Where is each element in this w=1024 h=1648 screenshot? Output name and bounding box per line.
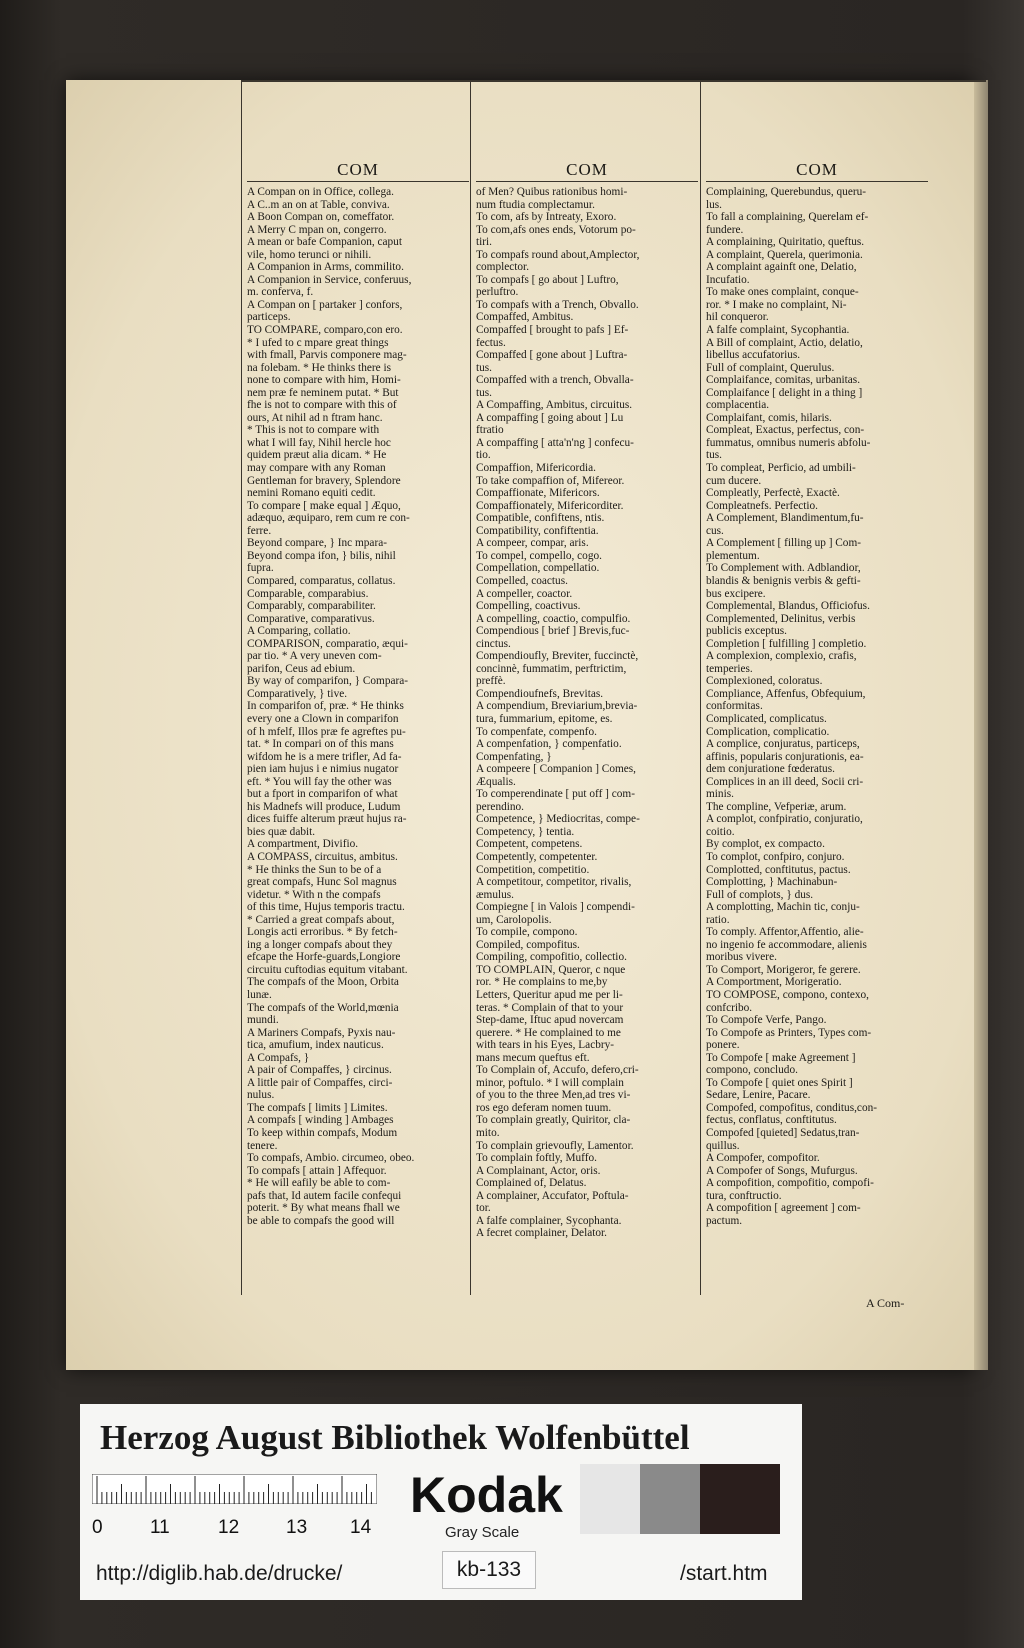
entry-line: A compofition [ agreement ] com- [706,1202,861,1215]
entry-line: ing a longer compafs about they [247,938,393,951]
entry-line: Competency, } tentia. [476,825,575,838]
entry-line: Complemental, Blandus, Officiofus. [706,600,870,613]
ruler-numbers [88,1517,378,1541]
entry-line: of this time, Hujus temporis tractu. [247,901,405,914]
entry-line: Compaffed, Ambitus. [476,311,574,324]
entry-line: Full of complots, } dus. [706,888,814,901]
entry-line: COMPARISON, comparatio, æqui- [247,637,408,650]
entry-line: Beyond compare, } Inc mpara- [247,537,387,550]
entry-line: nem præ fe neminem putat. * But [247,386,399,399]
entry-line: Compared, comparatus, collatus. [247,574,396,587]
entry-line: Compaffed [ gone about ] Luftra- [476,349,628,362]
entry-line: fectus, conflatus, conftitutus. [706,1114,837,1127]
entry-line: teras. * Complain of that to your [476,1001,624,1014]
entry-line: videtur. * With n the compafs [247,888,381,901]
entry-line: perluftro. [476,286,519,299]
entry-line: parifon, Ceus ad ebium. [247,662,356,675]
entry-line: Competition, competitio. [476,863,590,876]
entry-line: querere. * He complained to me [476,1026,621,1039]
entry-line: vile, homo terunci or nihili. [247,248,372,261]
entry-line: cum ducere. [706,474,762,487]
entry-line: concinnè, fummatim, perftrictim, [476,662,627,675]
entry-line: Complicated, complicatus. [706,712,827,725]
entry-line: A pair of Compaffes, } circinus. [247,1064,392,1077]
entry-line: A compeer, compar, aris. [476,537,589,550]
entry-line: * He thinks the Sun to be of a [247,863,382,876]
entry-line: pactum. [706,1214,743,1227]
entry-line: To com, afs by Intreaty, Exoro. [476,211,617,224]
entry-line: A Boon Compan on, comeffator. [247,211,395,224]
entry-line: tura, fummarium, epitome, es. [476,712,613,725]
entry-line: Compliance, Affenfus, Obfequium, [706,687,866,700]
entry-line: * Carried a great compafs about, [247,913,395,926]
column-header: COM [247,157,469,182]
entry-line: Compleat, Exactus, perfectus, con- [706,424,865,437]
entry-line: Competence, } Mediocritas, compe- [476,813,640,826]
entry-line: Step-dame, Iftuc apud novercam [476,1014,624,1027]
column-body [706,186,928,1227]
entry-line: Compleatnefs. Perfectio. [706,499,818,512]
entry-line: The compline, Vefperiæ, arum. [706,800,847,813]
entry-line: complacentia. [706,399,770,412]
entry-line: mito. [476,1127,500,1140]
entry-line: A complotting, Machin tic, conju- [706,901,860,914]
entry-line: A COMPASS, circuitus, ambitus. [247,850,398,863]
entry-line: ror. * I make no complaint, Ni- [706,298,847,311]
entry-line: complector. [476,261,530,274]
entry-line: Complaifance [ delight in a thing ] [706,386,863,399]
entry-line: great compafs, Hunc Sol magnus [247,876,397,889]
entry-line: every one a Clown in comparifon [247,712,399,725]
entry-line: A falfe complaint, Sycophantia. [706,324,850,337]
entry-line: compono, concludo. [706,1064,798,1077]
entry-line: poterit. * By what means fhall we [247,1202,400,1215]
entry-line: TO COMPLAIN, Queror, c nque [476,963,626,976]
dictionary-column-2 [476,157,698,1362]
entry-line: Compaffed with a trench, Obvalla- [476,374,634,387]
entry-line: A Mariners Compafs, Pyxis nau- [247,1026,396,1039]
entry-line: To take compaffion of, Mifereor. [476,474,625,487]
entry-line: fundere. [706,223,744,236]
entry-line: m. conferva, f. [247,286,314,299]
entry-line: num ftudia complectamur. [476,198,595,211]
entry-line: ftratio [476,424,504,437]
entry-line: pien iam hujus i e nimius nugator [247,763,399,776]
entry-line: Complaifance, comitas, urbanitas. [706,374,861,387]
entry-line: Compatible, confiftens, ntis. [476,512,605,525]
entry-line: Complaining, Querebundus, queru- [706,186,867,198]
entry-line: To make ones complaint, conque- [706,286,859,299]
entry-line: Letters, Queritur apud me per li- [476,989,623,1001]
entry-line: quidem præut alia dicam. * He [247,449,387,462]
entry-line: A complaining, Quiritatio, queftus. [706,236,865,249]
entry-line: A compartment, Divifio. [247,838,359,851]
entry-line: By complot, ex compacto. [706,838,825,851]
entry-line: Complained of, Delatus. [476,1177,587,1190]
entry-line: pafs that, Id autem facile confequi [247,1189,402,1202]
entry-line: A Compaffing, Ambitus, circuitus. [476,399,633,412]
entry-line: perendino. [476,800,524,813]
column-rule-2 [700,80,701,1295]
entry-line: Compiegne [ in Valois ] compendi- [476,901,635,914]
grayscale-label: Gray Scale [445,1524,520,1541]
column-rule-1 [470,80,471,1295]
entry-line: fupra. [247,562,274,575]
entry-line: A Compofer, compofitor. [706,1152,820,1165]
entry-line: To compafs with a Trench, Obvallo. [476,298,639,311]
entry-line: To compafs round about,Amplector, [476,248,640,261]
entry-line: of Men? Quibus rationibus homi- [476,186,628,198]
entry-line: To compenfate, compenfo. [476,725,597,738]
entry-line: The compafs [ limits ] Limites. [247,1101,388,1114]
entry-line: TO COMPARE, comparo,con ero. [247,324,403,337]
entry-line: A complice, conjuratus, particeps, [706,738,860,751]
entry-line: To compleat, Perficio, ad umbili- [706,462,856,475]
entry-line: hil conqueror. [706,311,769,324]
entry-line: Compofed, compofitus, conditus,con- [706,1101,877,1114]
entry-line: A compaffing [ going about ] Lu [476,411,624,424]
entry-line: A compelling, coactio, compulfio. [476,612,631,625]
entry-line: minis. [706,788,734,801]
entry-line: Compaffion, Mifericordia. [476,462,596,475]
entry-line: A compeere [ Companion ] Comes, [476,763,637,776]
entry-line: æmulus. [476,888,514,901]
entry-line: tus. [706,449,723,462]
column-header: COM [706,157,928,182]
entry-line: tura, conftructio. [706,1189,782,1202]
entry-line: A complaint, Querela, querimonia. [706,248,863,261]
entry-line: TO COMPOSE, compono, contexo, [706,989,869,1001]
entry-line: plementum. [706,549,760,562]
entry-line: To complot, confpiro, conjuro. [706,850,845,863]
entry-line: A Compafs, } [247,1051,310,1064]
entry-line: A compendium, Breviarium,brevia- [476,700,638,713]
entry-line: tat. * In compari on of this mans [247,738,394,751]
entry-line: A little pair of Compaffes, circi- [247,1076,393,1089]
entry-line: A Comparing, collatio. [247,625,351,638]
entry-line: circuitu cuftodias equitum vitabant. [247,963,408,976]
entry-line: A complaint againft one, Delatio, [706,261,857,274]
entry-line: ros ego deferam nomen tuum. [476,1101,612,1114]
entry-line: Full of complaint, Querulus. [706,361,835,374]
entry-line: Competently, competenter. [476,850,598,863]
entry-line: Compiling, compofitio, collectio. [476,951,627,964]
entry-line: fummatus, omnibus numeris abfolu- [706,436,871,449]
library-title: Herzog August Bibliothek Wolfenbüttel [100,1418,690,1457]
entry-line: To compel, compello, cogo. [476,549,602,562]
dictionary-column-1 [247,157,469,1362]
entry-line: quillus. [706,1139,740,1152]
entry-line: To compare [ make equal ] Æquo, [247,499,401,512]
entry-line: cinctus. [476,637,511,650]
entry-line: Compiled, compofitus. [476,938,580,951]
entry-line: publicis exceptus. [706,625,787,638]
entry-line: A Compan on in Office, collega. [247,186,394,198]
entry-line: no ingenio fe accommodare, alienis [706,938,867,951]
entry-line: A complainer, Accufator, Poftula- [476,1189,629,1202]
entry-line: A fecret complainer, Delator. [476,1227,607,1240]
entry-line: A Merry C mpan on, congerro. [247,223,387,236]
entry-line: mundi. [247,1014,279,1027]
entry-line: * This is not to compare with [247,424,380,437]
entry-line: Compaffed [ brought to pafs ] Ef- [476,324,629,337]
entry-line: Beyond compa ifon, } bilis, nihil [247,549,396,562]
entry-line: In comparifon of, præ. * He thinks [247,700,404,713]
entry-line: Complotting, } Machinabun- [706,876,838,889]
entry-line: tio. [476,449,491,462]
entry-line: Compleatly, Perfectè, Exactè. [706,487,840,500]
target-card [80,1404,802,1600]
entry-line: * I ufed to c mpare great things [247,336,389,349]
entry-line: lus. [706,198,723,211]
entry-line: By way of comparifon, } Compara- [247,675,409,688]
entry-line: bies quæ dabit. [247,825,316,838]
shelfmark-code: kb-133 [442,1551,536,1589]
entry-line: adæquo, æquiparo, rem cum re con- [247,512,410,525]
entry-line: but a fport in comparifon of what [247,788,398,801]
entry-line: To compafs, Ambio. circumeo, obeo. [247,1152,415,1165]
catchword: A Com- [866,1296,905,1310]
entry-line: with fmall, Parvis componere mag- [247,349,407,362]
entry-line: To Compofe [ quiet ones Spirit ] [706,1076,853,1089]
entry-line: To Comport, Morigeror, fe gerere. [706,963,861,976]
entry-line: Compaffionate, Mifericors. [476,487,600,500]
entry-line: A complot, confpiratio, conjuratio, [706,813,863,826]
entry-line: his Madnefs will produce, Ludum [247,800,401,813]
entry-line: Compellation, compellatio. [476,562,600,575]
entry-line: Completion [ fulfilling ] completio. [706,637,867,650]
entry-line: Complication, complicatio. [706,725,830,738]
entry-line: may compare with any Roman [247,462,386,475]
ruler-number: 12 [218,1517,240,1538]
entry-line: tus. [476,361,493,374]
entry-line: lunæ. [247,989,272,1001]
entry-line: nulus. [247,1089,275,1102]
entry-line: efcape the Horfe-guards,Longiore [247,951,401,964]
entry-line: To Compofe [ make Agreement ] [706,1051,856,1064]
column-header: COM [476,157,698,182]
ruler-number: 0 [92,1517,103,1538]
gray-patch-light [580,1464,640,1534]
source-url: http://diglib.hab.de/drucke/ [96,1562,343,1585]
entry-line: dices fuiffe alterum præut hujus ra- [247,813,407,826]
entry-line: A competitour, competitor, rivalis, [476,876,632,889]
entry-line: Complemented, Delinitus, verbis [706,612,856,625]
entry-line: To Compofe as Printers, Types com- [706,1026,872,1039]
entry-line: Sedare, Lenire, Pacare. [706,1089,811,1102]
entry-line: A compafs [ winding ] Ambages [247,1114,394,1127]
entry-line: tenere. [247,1139,278,1152]
entry-line: To com,afs ones ends, Votorum po- [476,223,636,236]
entry-line: Æqualis. [476,775,516,788]
entry-line: The compafs of the Moon, Orbita [247,976,399,989]
entry-line: A compofition, compofitio, compofi- [706,1177,874,1190]
column-body [247,186,469,1227]
entry-line: A Compan on [ partaker ] confors, [247,298,403,311]
entry-line: Compendioufnefs, Brevitas. [476,687,604,700]
entry-line: Complaifant, comis, hilaris. [706,411,832,424]
entry-line: Compaffionately, Mifericorditer. [476,499,624,512]
entry-line: affinis, popularis conjurationis, ea- [706,750,864,763]
kodak-logo: Kodak [410,1467,563,1523]
ruler-number: 11 [150,1517,170,1538]
entry-line: Longis acti erroribus. * By fetch- [247,926,398,939]
entry-line: To compile, compono. [476,926,578,939]
entry-line: A compenfation, } compenfatio. [476,738,622,751]
entry-line: Comparative, comparativus. [247,612,375,625]
entry-line: what I will fay, Nihil hercle hoc [247,436,391,449]
entry-line: Incufatio. [706,273,750,286]
entry-line: To Compofe Verfe, Pango. [706,1014,827,1027]
entry-line: coitio. [706,825,735,838]
entry-line: ours, At nihil ad n ftram hanc. [247,411,383,424]
entry-line: A Companion in Service, conferuus, [247,273,412,286]
entry-line: A Comportment, Morigeratio. [706,976,842,989]
entry-line: be able to compafs the good will [247,1214,395,1227]
ruler-scale [92,1474,377,1504]
entry-line: Compendious [ brief ] Brevis,fuc- [476,625,630,638]
entry-line: Complices in an ill deed, Socii cri- [706,775,864,788]
entry-line: To complain foftly, Muffo. [476,1152,597,1165]
entry-line: Compelled, coactus. [476,574,568,587]
entry-line: cus. [706,524,724,537]
entry-line: moribus vivere. [706,951,777,964]
entry-line: Compendioufly, Breviter, fuccinctè, [476,650,639,663]
entry-line: with tears in his Eyes, Lacbry- [476,1039,615,1052]
entry-line: A Complement, Blandimentum,fu- [706,512,864,525]
entry-line: To compafs [ attain ] Affequor. [247,1164,387,1177]
column-body [476,186,698,1240]
entry-line: tiri. [476,236,493,249]
dictionary-column-3 [706,157,928,1362]
entry-line: conformitas. [706,700,763,713]
entry-line: Compelling, coactivus. [476,600,581,613]
entry-line: A Compofer of Songs, Mufurgus. [706,1164,858,1177]
entry-line: ratio. [706,913,730,926]
entry-line: wifdom he is a mere trifler, Ad fa- [247,750,402,763]
entry-line: Complexioned, coloratus. [706,675,823,688]
entry-line: To compafs [ go about ] Luftro, [476,273,619,286]
entry-line: To comply. Affentor,Affentio, alie- [706,926,864,939]
entry-line: Comparable, comparabius. [247,587,369,600]
entry-line: um, Carolopolis. [476,913,552,926]
entry-line: To fall a complaining, Querelam ef- [706,211,869,224]
entry-line: The compafs of the World,mœnia [247,1001,399,1014]
entry-line: A compeller, coactor. [476,587,573,600]
entry-line: Comparably, comparabiliter. [247,600,376,613]
entry-line: Compofed [quieted] Sedatus,tran- [706,1127,860,1140]
entry-line: eft. * You will fay the other was [247,775,392,788]
entry-line: of you to the three Men,ad tres vi- [476,1089,631,1102]
entry-line: To Complement with. Adblandior, [706,562,861,575]
entry-line: Complotted, conftitutus, pactus. [706,863,851,876]
entry-line: To complain grievoufly, Lamentor. [476,1139,634,1152]
entry-line: of h mfelf, Illos præ fe agreftes pu- [247,725,406,738]
entry-line: confcribo. [706,1001,753,1014]
ruler-number: 14 [350,1517,372,1538]
entry-line: fectus. [476,336,506,349]
gray-patch-mid [640,1464,700,1534]
entry-line: ferre. [247,524,272,537]
entry-line: dem conjuratione fœderatus. [706,763,835,776]
entry-line: ponere. [706,1039,740,1052]
entry-line: A Complainant, Actor, oris. [476,1164,601,1177]
entry-line: ror. * He complains to me,by [476,976,608,989]
entry-line: tus. [476,386,493,399]
entry-line: A mean or bafe Companion, caput [247,236,402,249]
entry-line: Competent, competens. [476,838,583,851]
entry-line: A Bill of complaint, Actio, delatio, [706,336,863,349]
gray-patch-dark [700,1464,780,1534]
column-rule-left [241,80,242,1295]
entry-line: To keep within compafs, Modum [247,1127,398,1140]
entry-line: temperies. [706,662,753,675]
entry-line: particeps. [247,311,291,324]
entry-line: To complain greatly, Quiritor, cla- [476,1114,631,1127]
entry-line: A Complement [ filling up ] Com- [706,537,862,550]
entry-line: bus excipere. [706,587,766,600]
entry-line: mans mecum queftus eft. [476,1051,590,1064]
entry-line: To comperendinate [ put off ] com- [476,788,635,801]
entry-line: preffè. [476,675,506,688]
entry-line: minor, poftulo. * I will complain [476,1076,624,1089]
entry-line: tica, amufium, index nauticus. [247,1039,384,1052]
entry-line: Compatibility, confiftentia. [476,524,599,537]
entry-line: A compaffing [ atta'n'ng ] confecu- [476,436,634,449]
entry-line: A falfe complainer, Sycophanta. [476,1214,622,1227]
entry-line: fhe is not to compare with this of [247,399,397,412]
entry-line: tor. [476,1202,491,1215]
ruler-number: 13 [286,1517,308,1538]
entry-line: nemini Romano equiti cedit. [247,487,376,500]
url-suffix: /start.htm [680,1562,768,1585]
entry-line: na folebam. * He thinks there is [247,361,391,374]
entry-line: A C..m an on at Table, conviva. [247,198,390,211]
entry-line: A Companion in Arms, commilito. [247,261,404,274]
entry-line: libellus accufatorius. [706,349,801,362]
entry-line: Compenfating, } [476,750,552,763]
entry-line: none to compare with him, Homi- [247,374,401,387]
entry-line: Comparatively, } tive. [247,687,348,700]
entry-line: A complexion, complexio, crafis, [706,650,857,663]
entry-line: Gentleman for bravery, Splendore [247,474,401,487]
entry-line: * He will eafily be able to com- [247,1177,391,1190]
entry-line: par tio. * A very uneven com- [247,650,382,663]
entry-line: To Complain of, Accufo, defero,cri- [476,1064,639,1077]
entry-line: blandis & benignis verbis & gefti- [706,574,861,587]
